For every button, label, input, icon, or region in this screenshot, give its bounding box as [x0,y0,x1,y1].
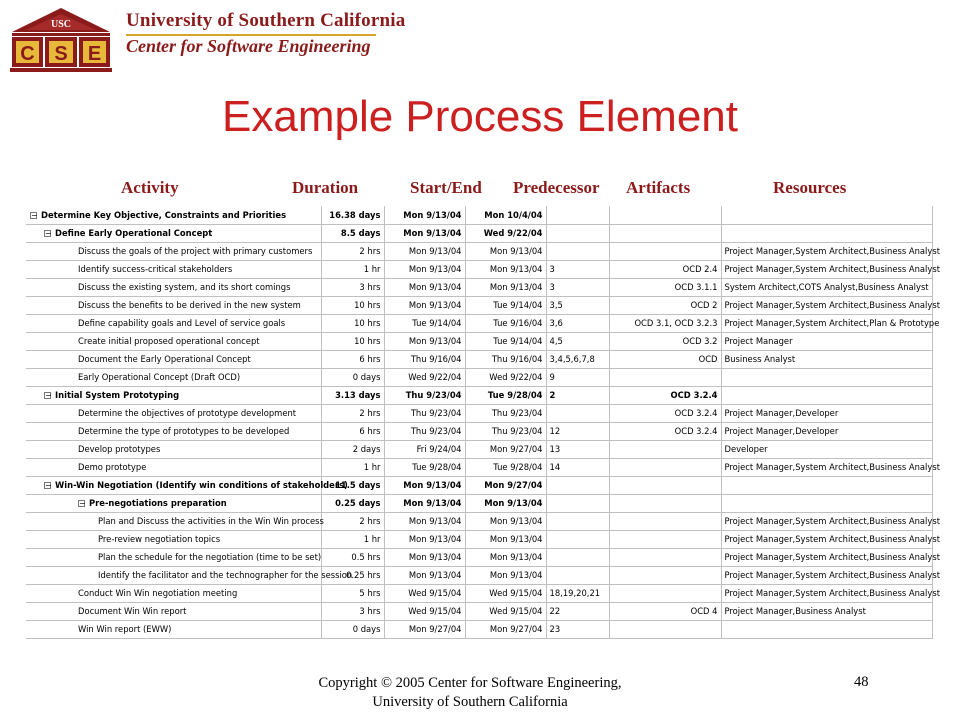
task-name: Plan the schedule for the negotiation (time to be set) [98,552,322,562]
start-cell[interactable]: Mon 9/13/04 [384,278,465,296]
task-name-cell[interactable] [26,602,321,620]
usc-cse-logo [8,6,114,76]
artifacts-cell[interactable]: OCD 3.2.4 [609,386,721,404]
task-name-cell[interactable] [26,296,321,314]
end-cell[interactable]: Mon 10/4/04 [465,206,546,224]
predecessor-cell[interactable]: 2 [546,386,609,404]
artifacts-cell[interactable]: OCD 3.2.4 [609,404,721,422]
start-cell[interactable]: Thu 9/23/04 [384,422,465,440]
table-row[interactable] [26,548,932,566]
duration-cell[interactable]: 10 hrs [321,332,384,350]
artifacts-cell[interactable] [609,224,721,242]
footer-line-1: Copyright © 2005 Center for Software Engineering, [318,675,622,691]
table-row[interactable] [26,242,932,260]
start-cell[interactable]: Mon 9/13/04 [384,530,465,548]
column-header-duration: Duration [292,178,359,197]
start-cell[interactable]: Mon 9/13/04 [384,260,465,278]
artifacts-cell[interactable] [609,512,721,530]
start-cell[interactable]: Mon 9/13/04 [384,566,465,584]
duration-cell[interactable]: 6 hrs [321,350,384,368]
task-name-cell[interactable] [26,566,353,584]
task-name: Create initial proposed operational concept [78,336,260,346]
table-row[interactable] [26,494,932,512]
end-cell[interactable]: Thu 9/16/04 [465,350,546,368]
duration-cell[interactable]: 0.25 hrs [321,566,384,584]
task-name-cell[interactable] [26,260,321,278]
task-name-cell[interactable] [26,620,321,638]
logo-letter-c: C [20,43,35,65]
start-cell[interactable]: Mon 9/13/04 [384,206,465,224]
duration-cell[interactable]: 3.13 days [321,386,384,404]
artifacts-cell[interactable]: OCD 2 [609,296,721,314]
task-table-container [26,206,940,662]
artifacts-cell[interactable] [609,458,721,476]
artifacts-cell[interactable] [609,440,721,458]
start-cell[interactable]: Mon 9/13/04 [384,332,465,350]
start-cell[interactable]: Wed 9/15/04 [384,584,465,602]
resources-cell[interactable]: Project Manager,System Architect,Business Analyst [721,530,932,548]
end-cell[interactable]: Wed 9/22/04 [465,224,546,242]
duration-cell[interactable]: 2 hrs [321,512,384,530]
task-name: Determine the objectives of prototype development [78,408,297,418]
task-name: Discuss the existing system, and its short comings [78,282,291,292]
predecessor-cell[interactable]: 3,4,5,6,7,8 [546,350,609,368]
table-row[interactable] [26,332,932,350]
collapse-toggle-icon[interactable]: − [45,229,52,238]
start-cell[interactable]: Mon 9/13/04 [384,494,465,512]
resources-cell[interactable] [721,386,932,404]
duration-cell[interactable]: 3 hrs [321,602,384,620]
task-name-cell[interactable] [26,476,348,494]
table-row[interactable] [26,440,932,458]
end-cell[interactable]: Tue 9/14/04 [465,296,546,314]
task-name-cell[interactable] [26,242,321,260]
table-row[interactable] [26,206,932,224]
artifacts-cell[interactable] [609,494,721,512]
end-cell[interactable]: Mon 9/27/04 [465,440,546,458]
predecessor-cell[interactable] [546,224,609,242]
task-name-cell[interactable] [26,224,321,242]
start-cell[interactable]: Mon 9/13/04 [384,224,465,242]
end-cell[interactable]: Thu 9/23/04 [465,404,546,422]
duration-cell[interactable]: 2 hrs [321,242,384,260]
end-cell[interactable]: Mon 9/27/04 [465,476,546,494]
table-row[interactable] [26,386,932,404]
end-cell[interactable]: Mon 9/13/04 [465,260,546,278]
start-cell[interactable]: Mon 9/27/04 [384,620,465,638]
artifacts-cell[interactable] [609,368,721,386]
task-name: Pre-negotiations preparation [89,498,227,508]
resources-cell[interactable] [721,206,932,224]
start-cell[interactable]: Fri 9/24/04 [384,440,465,458]
artifacts-cell[interactable]: OCD 3.2 [609,332,721,350]
resources-cell[interactable] [721,620,932,638]
duration-cell[interactable]: 1 hr [321,530,384,548]
collapse-toggle-icon[interactable]: − [79,499,86,508]
column-headers [0,178,960,200]
table-row[interactable] [26,458,932,476]
predecessor-cell[interactable]: 4,5 [546,332,609,350]
page-number: 48 [854,674,869,690]
artifacts-cell[interactable] [609,206,721,224]
start-cell[interactable]: Thu 9/23/04 [384,386,465,404]
task-name-cell[interactable] [26,584,321,602]
task-name-cell[interactable] [26,440,321,458]
task-name: Initial System Prototyping [55,390,180,400]
predecessor-cell[interactable]: 18,19,20,21 [546,584,609,602]
predecessor-cell[interactable]: 3,5 [546,296,609,314]
end-cell[interactable]: Thu 9/23/04 [465,422,546,440]
task-name-cell[interactable] [26,530,321,548]
resources-cell[interactable] [721,224,932,242]
table-row[interactable] [26,260,932,278]
task-name: Identify the facilitator and the technographer for the session [98,570,353,580]
end-cell[interactable]: Mon 9/13/04 [465,512,546,530]
task-name: Develop prototypes [78,444,161,454]
predecessor-cell[interactable]: 12 [546,422,609,440]
duration-cell[interactable]: 6 hrs [321,422,384,440]
table-row[interactable] [26,584,932,602]
task-name-cell[interactable] [26,458,321,476]
collapse-toggle-icon[interactable]: − [45,481,52,490]
table-row[interactable] [26,476,932,494]
task-name-cell[interactable] [26,278,321,296]
task-name-cell[interactable] [26,386,321,404]
start-cell[interactable]: Wed 9/15/04 [384,602,465,620]
predecessor-cell[interactable] [546,206,609,224]
predecessor-cell[interactable] [546,476,609,494]
task-name: Define Early Operational Concept [55,228,213,238]
predecessor-cell[interactable] [546,494,609,512]
end-cell[interactable]: Wed 9/22/04 [465,368,546,386]
task-name: Pre-review negotiation topics [98,534,221,544]
resources-cell[interactable]: Project Manager,System Architect,Business Analyst [721,296,932,314]
resources-cell[interactable]: Project Manager,System Architect,Business Analyst [721,548,932,566]
resources-cell[interactable] [721,476,932,494]
end-cell[interactable]: Mon 9/13/04 [465,530,546,548]
task-name: Win Win report (EWW) [78,624,172,634]
task-name-cell[interactable] [26,332,321,350]
end-cell[interactable]: Wed 9/15/04 [465,602,546,620]
task-name-cell[interactable] [26,350,321,368]
column-header-activity: Activity [121,178,179,197]
column-header-artifacts: Artifacts [626,178,691,197]
table-row[interactable] [26,620,932,638]
end-cell[interactable]: Mon 9/13/04 [465,566,546,584]
task-name-cell[interactable] [26,206,321,224]
start-cell[interactable]: Thu 9/23/04 [384,404,465,422]
start-cell[interactable]: Mon 9/13/04 [384,296,465,314]
task-name-cell[interactable] [26,422,321,440]
table-row[interactable] [26,530,932,548]
start-cell[interactable]: Mon 9/13/04 [384,512,465,530]
resources-cell[interactable]: Developer [721,440,932,458]
predecessor-cell[interactable]: 9 [546,368,609,386]
resources-cell[interactable]: System Architect,COTS Analyst,Business Analyst [721,278,932,296]
collapse-toggle-icon[interactable]: − [45,391,52,400]
duration-cell[interactable]: 2 hrs [321,404,384,422]
end-cell[interactable]: Tue 9/28/04 [465,458,546,476]
predecessor-cell[interactable]: 14 [546,458,609,476]
table-row[interactable] [26,512,932,530]
start-cell[interactable]: Mon 9/13/04 [384,476,465,494]
end-cell[interactable]: Tue 9/14/04 [465,332,546,350]
resources-cell[interactable]: Project Manager,System Architect,Business Analyst [721,566,932,584]
predecessor-cell[interactable]: 22 [546,602,609,620]
footer-line-2: University of Southern California [372,694,568,710]
resources-cell[interactable]: Project Manager,System Architect,Plan & Prototype [721,314,932,332]
column-header-predecessor: Predecessor [513,178,600,197]
end-cell[interactable]: Mon 9/13/04 [465,242,546,260]
task-name: Determine Key Objective, Constraints and Priorities [41,209,287,220]
center-name: Center for Software Engineering [126,36,371,56]
task-name: Identify success-critical stakeholders [78,264,233,274]
start-cell[interactable]: Thu 9/16/04 [384,350,465,368]
duration-cell[interactable]: 3 hrs [321,278,384,296]
duration-cell[interactable]: 11.5 days [321,476,384,494]
start-cell[interactable]: Tue 9/14/04 [384,314,465,332]
duration-cell[interactable]: 0 days [321,368,384,386]
task-name-cell[interactable] [26,404,321,422]
task-name-cell[interactable] [26,512,324,530]
duration-cell[interactable]: 1 hr [321,458,384,476]
resources-cell[interactable]: Project Manager,Business Analyst [721,602,932,620]
resources-cell[interactable]: Project Manager,Developer [721,422,932,440]
artifacts-cell[interactable]: OCD 2.4 [609,260,721,278]
artifacts-cell[interactable] [609,548,721,566]
end-cell[interactable]: Mon 9/27/04 [465,620,546,638]
task-name: Early Operational Concept (Draft OCD) [78,372,241,382]
resources-cell[interactable]: Business Analyst [721,350,932,368]
artifacts-cell[interactable] [609,584,721,602]
start-cell[interactable]: Mon 9/13/04 [384,548,465,566]
duration-cell[interactable]: 0 days [321,620,384,638]
resources-cell[interactable]: Project Manager,System Architect,Business Analyst [721,584,932,602]
resources-cell[interactable]: Project Manager [721,332,932,350]
artifacts-cell[interactable]: OCD [609,350,721,368]
start-cell[interactable]: Wed 9/22/04 [384,368,465,386]
university-name: University of Southern California [126,10,406,31]
task-name: Discuss the goals of the project with primary customers [78,246,313,256]
end-cell[interactable]: Mon 9/13/04 [465,494,546,512]
duration-cell[interactable]: 10 hrs [321,296,384,314]
table-row[interactable] [26,296,932,314]
predecessor-cell[interactable] [546,242,609,260]
predecessor-cell[interactable] [546,530,609,548]
artifacts-cell[interactable] [609,476,721,494]
slide-title: Example Process Element [222,92,738,141]
task-table [26,206,940,639]
duration-cell[interactable]: 8.5 days [321,224,384,242]
end-cell[interactable]: Wed 9/15/04 [465,584,546,602]
resources-cell[interactable] [721,494,932,512]
table-row[interactable] [26,350,932,368]
task-name-cell[interactable] [26,368,321,386]
logo-usc-text: USC [50,19,72,30]
table-row[interactable] [26,404,932,422]
artifacts-cell[interactable] [609,242,721,260]
end-cell[interactable]: Mon 9/13/04 [465,548,546,566]
duration-cell[interactable]: 1 hr [321,260,384,278]
duration-cell[interactable]: 0.5 hrs [321,548,384,566]
table-row[interactable] [26,422,932,440]
table-row[interactable] [26,368,932,386]
task-name: Document Win Win report [78,606,187,616]
end-cell[interactable]: Tue 9/28/04 [465,386,546,404]
artifacts-cell[interactable]: OCD 3.2.4 [609,422,721,440]
task-name-cell[interactable] [26,314,321,332]
artifacts-cell[interactable] [609,566,721,584]
artifacts-cell[interactable]: OCD 4 [609,602,721,620]
resources-cell[interactable] [721,368,932,386]
task-name: Determine the type of prototypes to be developed [78,426,290,436]
task-name: Document the Early Operational Concept [78,354,251,364]
footer-copyright [240,674,700,712]
start-cell[interactable]: Mon 9/13/04 [384,242,465,260]
resources-cell[interactable]: Project Manager,System Architect,Business Analyst [721,512,932,530]
end-cell[interactable]: Tue 9/16/04 [465,314,546,332]
column-header-resources: Resources [773,178,847,197]
task-name: Win-Win Negotiation (Identify win conditions of stakeholders) [55,480,348,490]
table-row[interactable] [26,278,932,296]
predecessor-cell[interactable]: 23 [546,620,609,638]
table-row[interactable] [26,314,932,332]
resources-cell[interactable]: Project Manager,Developer [721,404,932,422]
predecessor-cell[interactable] [546,548,609,566]
table-row[interactable] [26,224,932,242]
header-rule [126,34,376,36]
artifacts-cell[interactable] [609,530,721,548]
start-cell[interactable]: Tue 9/28/04 [384,458,465,476]
task-name: Conduct Win Win negotiation meeting [78,588,238,598]
artifacts-cell[interactable]: OCD 3.1.1 [609,278,721,296]
task-name-cell[interactable] [26,548,321,566]
duration-cell[interactable]: 5 hrs [321,584,384,602]
resources-cell[interactable]: Project Manager,System Architect,Business Analyst [721,458,932,476]
logo-letter-s: S [54,43,68,65]
predecessor-cell[interactable] [546,512,609,530]
table-row[interactable] [26,566,932,584]
duration-cell[interactable]: 10 hrs [321,314,384,332]
duration-cell[interactable]: 0.25 days [321,494,384,512]
predecessor-cell[interactable]: 3,6 [546,314,609,332]
predecessor-cell[interactable]: 3 [546,260,609,278]
resources-cell[interactable]: Project Manager,System Architect,Business Analyst [721,242,932,260]
duration-cell[interactable]: 2 days [321,440,384,458]
predecessor-cell[interactable] [546,566,609,584]
resources-cell[interactable]: Project Manager,System Architect,Business Analyst [721,260,932,278]
predecessor-cell[interactable] [546,404,609,422]
task-name: Plan and Discuss the activities in the Win Win process [98,516,324,526]
collapse-toggle-icon[interactable]: − [31,210,38,220]
artifacts-cell[interactable] [609,620,721,638]
task-name-cell[interactable] [26,494,321,512]
table-row[interactable] [26,602,932,620]
end-cell[interactable]: Mon 9/13/04 [465,278,546,296]
column-header-start-end: Start/End [410,178,482,197]
task-name: Define capability goals and Level of service goals [78,318,286,328]
logo-letter-e: E [87,43,102,65]
predecessor-cell[interactable]: 13 [546,440,609,458]
task-name: Demo prototype [78,462,147,472]
artifacts-cell[interactable]: OCD 3.1, OCD 3.2.3 [609,314,721,332]
predecessor-cell[interactable]: 3 [546,278,609,296]
duration-cell[interactable]: 16.38 days [321,206,384,224]
task-name: Discuss the benefits to be derived in the new system [78,300,301,310]
